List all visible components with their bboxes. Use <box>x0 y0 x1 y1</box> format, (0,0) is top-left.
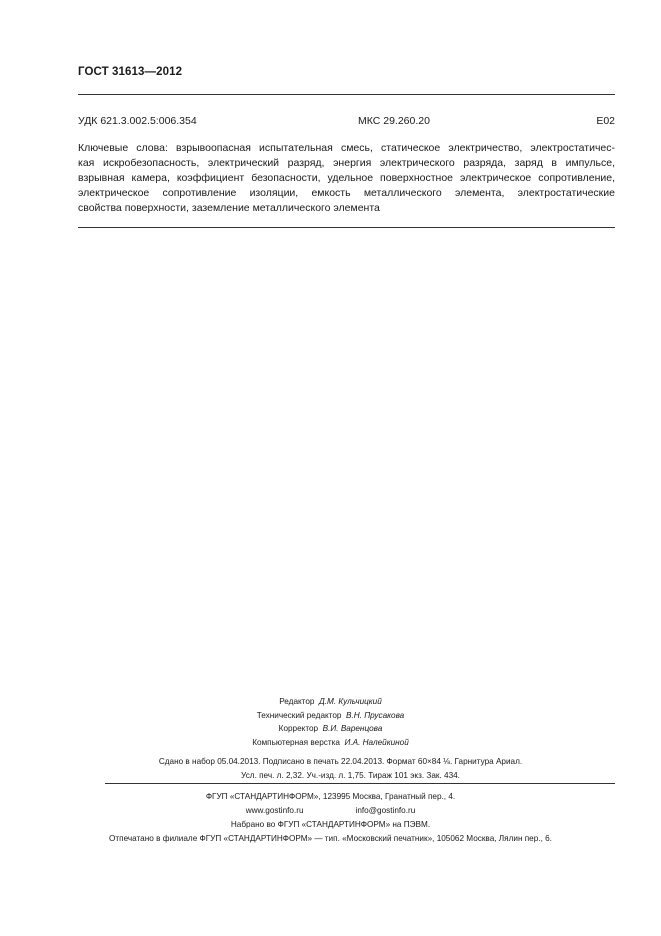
layout-label: Компьютерная верстка <box>252 737 340 747</box>
publisher-website: www.gostinfo.ru <box>245 806 304 815</box>
corrector-label: Корректор <box>278 724 319 733</box>
editor-name: Д.М. Кульчицкий <box>319 697 382 706</box>
classification-row <box>78 115 615 129</box>
keywords-line: Ключевые слова: взрывоопасная испытательная смесь, статическое электричество, электростатичес- <box>78 142 615 154</box>
publisher-address: ФГУП «СТАНДАРТИНФОРМ», 123995 Москва, Гранатный пер., 4. <box>205 792 456 801</box>
printed-note: Отпечатано в филиале ФГУП «СТАНДАРТИНФОРМ» — тип. «Московский печатник», 105062 Москва, Лялин пер., 6. <box>109 834 552 843</box>
keywords-line: электрическое сопротивление изоляции, емкость металлического элемента, электростатические <box>78 187 615 199</box>
okstu-code: Е02 <box>596 115 615 127</box>
tech-editor-label: Технический редактор <box>256 710 342 720</box>
keywords-line: свойства поверхности, заземление металлического элемента <box>78 202 380 214</box>
layout-row <box>0 736 661 750</box>
keywords-line: кая искробезопасность, электрический разряд, энергия электрического разряда, заряд в импульсе, <box>78 157 615 169</box>
tech-editor-name: В.Н. Прусакова <box>346 710 405 720</box>
print-info-line: Сдано в набор 05.04.2013. Подписано в печать 22.04.2013. Формат 60×84 ⅛. Гарнитура Ариал. <box>158 757 523 766</box>
keywords-divider <box>78 227 615 228</box>
tech-editor-row <box>0 709 661 723</box>
print-info-line: Усл. печ. л. 2,32. Уч.-изд. л. 1,75. Тираж 101 экз. Зак. 434. <box>241 771 460 780</box>
standard-number: ГОСТ 31613—2012 <box>78 66 183 78</box>
corrector-row <box>0 722 661 736</box>
editor-row <box>0 695 661 709</box>
keywords-line: взрывная камера, коэффициент безопасности, удельное поверхностное электрическое сопротивление, <box>78 172 615 184</box>
print-info-block <box>0 755 661 783</box>
mks-code: МКС 29.260.20 <box>358 115 430 127</box>
credits-block <box>0 695 661 749</box>
corrector-name: В.И. Варенцова <box>322 724 383 733</box>
imprint-divider <box>105 783 615 784</box>
layout-name: И.А. Налейкиной <box>344 737 409 747</box>
editor-label: Редактор <box>279 697 315 706</box>
publisher-block <box>0 790 661 846</box>
publisher-email: info@gostinfo.ru <box>355 806 416 815</box>
typeset-note: Набрано во ФГУП «СТАНДАРТИНФОРМ» на ПЭВМ. <box>230 820 431 829</box>
udk-code: УДК 621.3.002.5:006.354 <box>78 115 197 127</box>
header-divider <box>78 94 615 95</box>
keywords-paragraph <box>78 141 615 216</box>
publisher-contacts <box>0 804 661 818</box>
